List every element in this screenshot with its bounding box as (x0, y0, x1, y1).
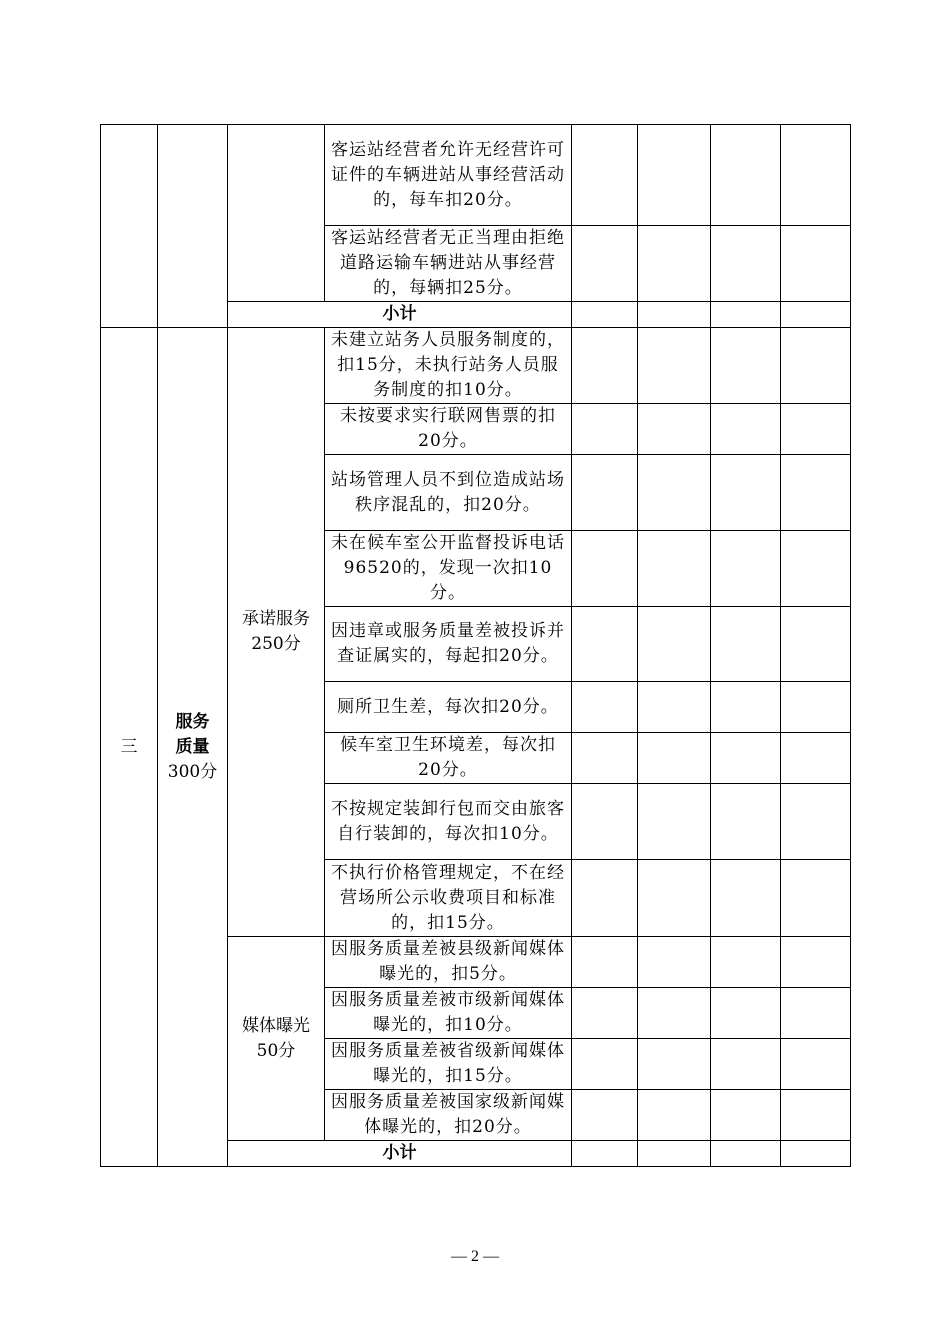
score-cell[interactable] (711, 531, 781, 607)
category-line1: 服务 (175, 711, 210, 732)
subtotal-label: 小计 (228, 1141, 572, 1167)
score-cell[interactable] (572, 531, 638, 607)
group-score: 50分 (256, 1040, 296, 1061)
score-cell[interactable] (711, 302, 781, 328)
criterion-text: 未建立站务人员服务制度的，扣15分，未执行站务人员服务制度的扣10分。 (325, 328, 572, 404)
criterion-text: 厕所卫生差，每次扣20分。 (325, 682, 572, 733)
score-cell[interactable] (638, 682, 711, 733)
score-cell[interactable] (711, 607, 781, 682)
score-cell[interactable] (711, 1039, 781, 1090)
score-cell[interactable] (781, 733, 851, 784)
score-cell[interactable] (572, 328, 638, 404)
score-cell[interactable] (572, 937, 638, 988)
group-cell-prev (228, 125, 325, 302)
score-cell[interactable] (711, 860, 781, 937)
criterion-text: 未在候车室公开监督投诉电话96520的，发现一次扣10分。 (325, 531, 572, 607)
score-cell[interactable] (711, 784, 781, 860)
score-cell[interactable] (711, 988, 781, 1039)
score-cell[interactable] (572, 226, 638, 302)
criterion-text: 因服务质量差被省级新闻媒体曝光的，扣15分。 (325, 1039, 572, 1090)
score-cell[interactable] (638, 302, 711, 328)
score-cell[interactable] (572, 404, 638, 455)
group-media-exposure (228, 937, 325, 1141)
category-cell-prev (158, 125, 228, 328)
criterion-text: 站场管理人员不到位造成站场秩序混乱的，扣20分。 (325, 455, 572, 531)
score-cell[interactable] (572, 682, 638, 733)
table-row (101, 328, 851, 404)
score-cell[interactable] (711, 226, 781, 302)
score-cell[interactable] (711, 328, 781, 404)
assessment-table (100, 124, 851, 1167)
criterion-text: 候车室卫生环境差，每次扣20分。 (325, 733, 572, 784)
criterion-text: 不按规定装卸行包而交由旅客自行装卸的，每次扣10分。 (325, 784, 572, 860)
score-cell[interactable] (638, 607, 711, 682)
score-cell[interactable] (572, 1090, 638, 1141)
score-cell[interactable] (781, 784, 851, 860)
score-cell[interactable] (711, 682, 781, 733)
score-cell[interactable] (638, 988, 711, 1039)
criterion-text: 未按要求实行联网售票的扣20分。 (325, 404, 572, 455)
score-cell[interactable] (638, 733, 711, 784)
score-cell[interactable] (781, 226, 851, 302)
score-cell[interactable] (781, 125, 851, 226)
score-cell[interactable] (638, 1090, 711, 1141)
criterion-text: 客运站经营者无正当理由拒绝道路运输车辆进站从事经营的，每辆扣25分。 (325, 226, 572, 302)
category-score: 300分 (167, 761, 218, 782)
group-score: 250分 (251, 634, 301, 654)
score-cell[interactable] (638, 937, 711, 988)
group-promise-service (228, 328, 325, 937)
score-cell[interactable] (572, 1141, 638, 1167)
criterion-text: 不执行价格管理规定，不在经营场所公示收费项目和标准的，扣15分。 (325, 860, 572, 937)
criterion-text: 因违章或服务质量差被投诉并查证属实的，每起扣20分。 (325, 607, 572, 682)
score-cell[interactable] (638, 1141, 711, 1167)
criterion-text: 因服务质量差被县级新闻媒体曝光的，扣5分。 (325, 937, 572, 988)
score-cell[interactable] (781, 1090, 851, 1141)
score-cell[interactable] (781, 404, 851, 455)
score-cell[interactable] (572, 607, 638, 682)
score-cell[interactable] (638, 404, 711, 455)
score-cell[interactable] (711, 1090, 781, 1141)
score-cell[interactable] (638, 125, 711, 226)
score-cell[interactable] (781, 607, 851, 682)
criterion-text: 因服务质量差被市级新闻媒体曝光的，扣10分。 (325, 988, 572, 1039)
score-cell[interactable] (572, 125, 638, 226)
score-cell[interactable] (781, 531, 851, 607)
score-cell[interactable] (572, 733, 638, 784)
score-cell[interactable] (638, 455, 711, 531)
score-cell[interactable] (781, 302, 851, 328)
section-index: 三 (101, 328, 158, 1167)
score-cell[interactable] (711, 1141, 781, 1167)
category-line2: 质量 (175, 736, 210, 757)
score-cell[interactable] (638, 328, 711, 404)
section-category (158, 328, 228, 1167)
score-cell[interactable] (711, 455, 781, 531)
score-cell[interactable] (781, 455, 851, 531)
score-cell[interactable] (711, 125, 781, 226)
index-cell-prev (101, 125, 158, 328)
score-cell[interactable] (638, 784, 711, 860)
score-cell[interactable] (781, 328, 851, 404)
subtotal-label: 小计 (228, 302, 572, 328)
group-name: 承诺服务 (242, 609, 310, 629)
score-cell[interactable] (572, 1039, 638, 1090)
score-cell[interactable] (711, 404, 781, 455)
group-name: 媒体曝光 (242, 1015, 310, 1036)
page-number: — 2 — (451, 1248, 499, 1265)
score-cell[interactable] (638, 860, 711, 937)
criterion-text: 客运站经营者允许无经营许可证件的车辆进站从事经营活动的，每车扣20分。 (325, 125, 572, 226)
score-cell[interactable] (572, 455, 638, 531)
score-cell[interactable] (711, 937, 781, 988)
score-cell[interactable] (572, 988, 638, 1039)
score-cell[interactable] (781, 1039, 851, 1090)
score-cell[interactable] (638, 531, 711, 607)
score-cell[interactable] (781, 988, 851, 1039)
score-cell[interactable] (781, 937, 851, 988)
score-cell[interactable] (572, 302, 638, 328)
score-cell[interactable] (711, 733, 781, 784)
criterion-text: 因服务质量差被国家级新闻媒体曝光的，扣20分。 (325, 1090, 572, 1141)
score-cell[interactable] (572, 860, 638, 937)
score-cell[interactable] (781, 1141, 851, 1167)
score-cell[interactable] (781, 860, 851, 937)
table-row (101, 125, 851, 226)
score-cell[interactable] (572, 784, 638, 860)
score-cell[interactable] (638, 226, 711, 302)
score-cell[interactable] (781, 682, 851, 733)
score-cell[interactable] (638, 1039, 711, 1090)
